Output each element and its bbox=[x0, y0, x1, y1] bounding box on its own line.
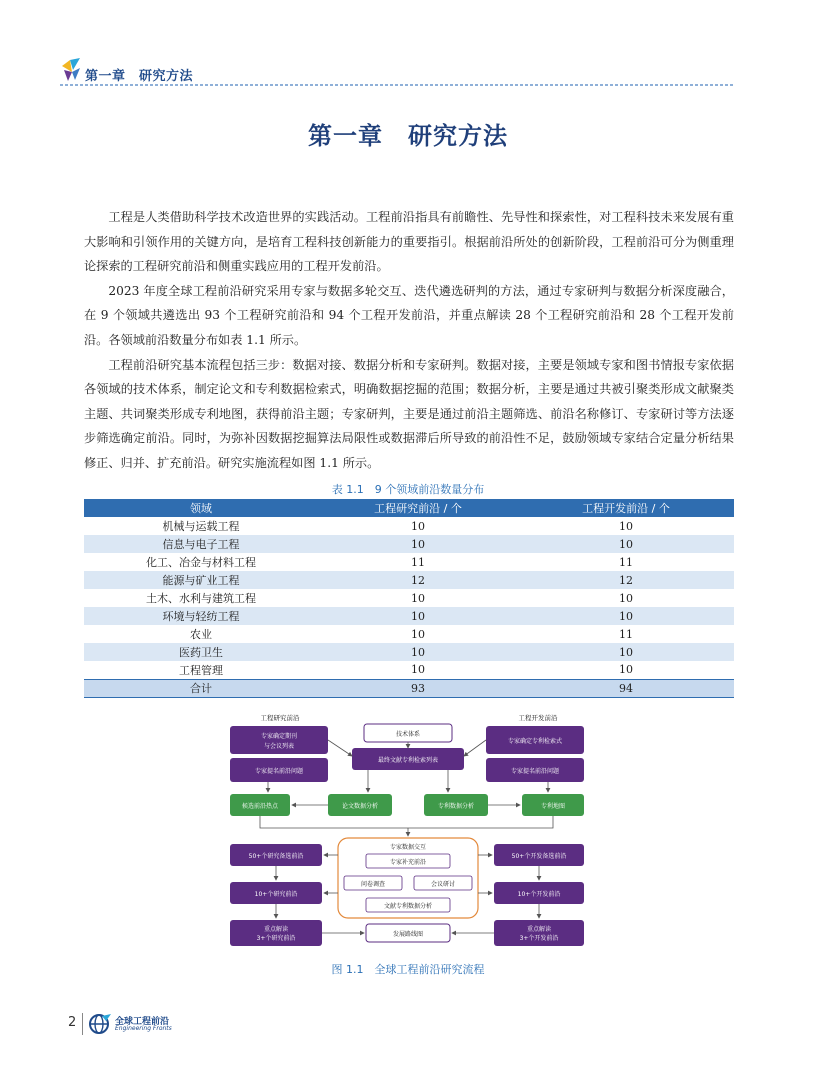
meeting-text: 会议研讨 bbox=[430, 881, 456, 888]
expert-interaction-text: 专家数据交互 bbox=[389, 844, 427, 851]
table-row bbox=[84, 625, 734, 643]
table-cell: 10 bbox=[619, 591, 633, 605]
table-cell: 工程管理 bbox=[179, 663, 223, 677]
table-cell: 土木、水利与建筑工程 bbox=[146, 592, 256, 605]
running-header bbox=[60, 56, 734, 90]
table-row bbox=[84, 571, 734, 589]
table-row bbox=[84, 553, 734, 571]
paragraph: 2023 年度全球工程前沿研究采用专家与数据多轮交互、迭代遴选研判的方法，通过专家研判与数据分析深度融合，在 9 个领域共遴选出 93 个工程研究前沿和 94 个工程开发前沿，并重点解读 28 个工程研究前沿和 28 个工程开发前沿。各领域前沿数量分布如表 1.1 所示。 bbox=[84, 283, 734, 347]
footer-brand: 全球工程前沿 bbox=[115, 1017, 170, 1027]
table-cell: 合计 bbox=[84, 679, 318, 697]
dev-frontier-label: 工程开发前沿 bbox=[518, 714, 558, 722]
r3-box bbox=[230, 920, 322, 946]
table-cell: 化工、冶金与材料工程 bbox=[146, 556, 256, 569]
paper-analysis-text: 论文数据分析 bbox=[341, 803, 379, 810]
column-header: 领域 bbox=[84, 499, 318, 517]
frontier-count-table bbox=[84, 499, 734, 698]
table-row bbox=[84, 607, 734, 625]
journals-line2: 与会议列表 bbox=[263, 743, 295, 750]
table-cell: 农业 bbox=[190, 628, 212, 641]
table-cell: 10 bbox=[411, 591, 425, 605]
table-cell: 10 bbox=[318, 607, 518, 625]
patent-query-text: 专家确定专利检索式 bbox=[507, 738, 563, 745]
table-cell: 11 bbox=[619, 627, 633, 641]
table-cell: 10 bbox=[518, 535, 734, 553]
table-cell: 93 bbox=[318, 679, 518, 697]
table-cell: 10 bbox=[411, 627, 425, 641]
footer-divider bbox=[82, 1013, 83, 1035]
paragraph: 工程是人类借助科学技术改造世界的实践活动。工程前沿指具有前瞻性、先导性和探索性，对工程科技未来发展有重大影响和引领作用的关键方向，是培育工程科技创新能力的重要指引。根据前沿所处的创新阶段，工程前沿可分为侧重理论探索的工程研究前沿和侧重实践应用的工程开发前沿。 bbox=[84, 210, 734, 274]
table-cell: 10 bbox=[318, 643, 518, 661]
table-row bbox=[84, 661, 734, 679]
chapter-logo-icon bbox=[60, 56, 82, 82]
table-cell: 11 bbox=[619, 555, 633, 569]
figure-caption: 图 1.1 全球工程前沿研究流程 bbox=[331, 963, 485, 976]
table-cell: 12 bbox=[318, 571, 518, 589]
chapter-title: 第一章 研究方法 bbox=[308, 122, 508, 150]
paragraph: 工程前沿研究基本流程包括三步：数据对接、数据分析和专家研判。数据对接，主要是领域专家和图书情报专家依据各领域的技术体系，制定论文和专利数据检索式，明确数据挖掘的范围；数据分析，主要是通过共被引聚类形成文献聚类主题、共词聚类形成专利地图，获得前沿主题；专家研判，主要是通过前沿主题筛选、前沿名称修订、专家研讨等方法逐步筛选确定前沿。同时，为弥补因数据挖掘算法局限性或数据滞后所导致的前沿性不足，鼓励领域专家结合定量分析结果修正、归并、扩充前沿。研究实施流程如图 1.1 所示。 bbox=[84, 357, 734, 470]
d3-box bbox=[494, 920, 584, 946]
table-cell: 信息与电子工程 bbox=[84, 535, 318, 553]
tech-system-text: 技术体系 bbox=[395, 731, 421, 738]
page-number: 2 bbox=[68, 1015, 77, 1030]
table-caption: 表 1.1 9 个领域前沿数量分布 bbox=[331, 483, 485, 496]
table-cell: 11 bbox=[411, 555, 425, 569]
column-header: 工程研究前沿 / 个 bbox=[318, 499, 518, 517]
table-cell: 10 bbox=[318, 535, 518, 553]
table-row bbox=[84, 589, 734, 607]
table-cell: 10 bbox=[411, 663, 425, 677]
research-frontier-label: 工程研究前沿 bbox=[260, 714, 300, 722]
table-cell: 环境与轻纺工程 bbox=[84, 607, 318, 625]
d3-line2: 3+个开发前沿 bbox=[519, 935, 559, 942]
table-cell: 机械与运载工程 bbox=[162, 520, 240, 533]
running-header-title: 第一章 研究方法 bbox=[85, 69, 194, 84]
table-cell: 94 bbox=[518, 679, 734, 697]
research-flow-diagram bbox=[228, 710, 588, 950]
journals-line1: 专家确定期刊 bbox=[260, 733, 298, 740]
globe-logo-icon bbox=[88, 1013, 112, 1035]
patent-map-text: 专利地图 bbox=[540, 803, 566, 810]
table-cell: 10 bbox=[518, 643, 734, 661]
table-cell: 12 bbox=[518, 571, 734, 589]
table-cell: 能源与矿业工程 bbox=[84, 571, 318, 589]
column-header: 工程开发前沿 / 个 bbox=[518, 499, 734, 517]
header-divider bbox=[60, 84, 734, 86]
nominate-right-text: 专家提名前沿问题 bbox=[510, 768, 560, 775]
nominate-left-text: 专家提名前沿问题 bbox=[254, 768, 304, 775]
table-cell: 10 bbox=[411, 519, 425, 533]
body-text bbox=[84, 205, 734, 476]
table-total-row bbox=[84, 679, 734, 697]
r10-text: 10+个研究前沿 bbox=[254, 891, 298, 898]
d10-text: 10+个开发前沿 bbox=[517, 891, 561, 898]
table-cell: 10 bbox=[619, 519, 633, 533]
r50-text: 50+个研究备选前沿 bbox=[248, 853, 304, 860]
table-cell: 医药卫生 bbox=[84, 643, 318, 661]
d3-line1: 重点解读 bbox=[526, 926, 552, 933]
roadmap-text: 发展路线图 bbox=[392, 931, 424, 938]
r3-line2: 3+个研究前沿 bbox=[256, 935, 296, 942]
table-row bbox=[84, 517, 734, 535]
table-cell: 10 bbox=[518, 607, 734, 625]
page-footer bbox=[68, 1013, 268, 1035]
candidate-hot-text: 候选前沿热点 bbox=[241, 803, 279, 810]
lit-patent-analysis-text: 文献专利数据分析 bbox=[383, 903, 433, 910]
table-cell: 10 bbox=[619, 663, 633, 677]
table-header-row bbox=[84, 499, 734, 517]
questionnaire-text: 问卷调查 bbox=[360, 881, 386, 888]
table-row bbox=[84, 643, 734, 661]
final-list-text: 最终文献专利检索列表 bbox=[377, 757, 439, 764]
d50-text: 50+个开发备选前沿 bbox=[511, 853, 567, 860]
table-row bbox=[84, 535, 734, 553]
patent-analysis-text: 专利数据分析 bbox=[437, 803, 475, 810]
r3-line1: 重点解读 bbox=[263, 926, 289, 933]
footer-brand-en: Engineering Fronts bbox=[115, 1025, 172, 1032]
expert-supplement-text: 专家补充前沿 bbox=[389, 859, 427, 866]
